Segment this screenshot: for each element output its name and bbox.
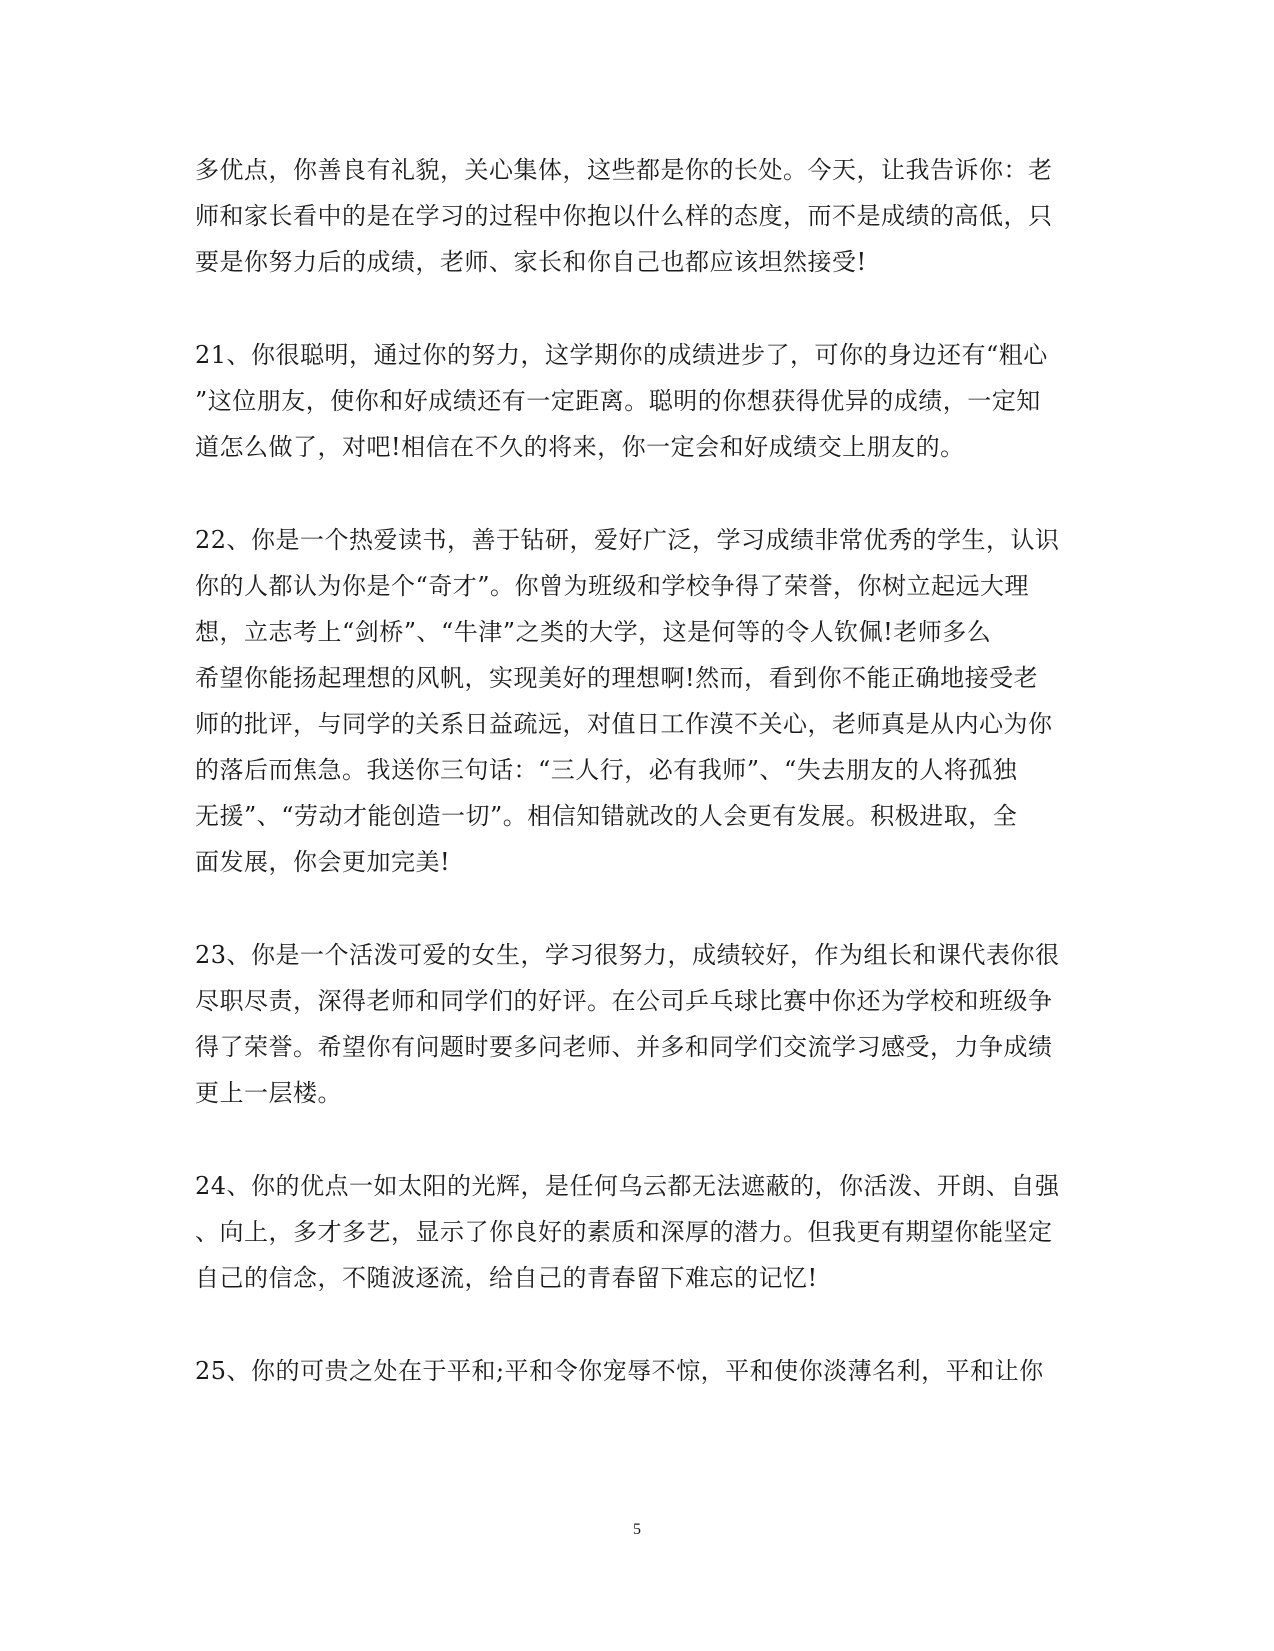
text-line: 的落后而焦急。我送你三句话：“三人行，必有我师”、“失去朋友的人将孤独 [195,756,1018,784]
text-line: 21、你很聪明，通过你的努力，这学期你的成绩进步了，可你的身边还有“粗心 [195,341,1048,369]
text-line: 25、你的可贵之处在于平和;平和令你宠辱不惊，平和使你淡薄名利，平和让你 [195,1357,1044,1385]
text-line: 无援”、“劳动才能创造一切”。相信知错就改的人会更有发展。积极进取，全 [195,802,1018,830]
text-line: ”这位朋友，使你和好成绩还有一定距离。聪明的你想获得优异的成绩，一定知 [195,387,1041,415]
page-number: 5 [633,1521,641,1538]
text-line: 希望你能扬起理想的风帆，实现美好的理想啊!然而，看到你不能正确地接受老 [195,664,1039,692]
text-line: 自己的信念，不随波逐流，给自己的青春留下难忘的记忆! [195,1264,818,1292]
text-line: 道怎么做了，对吧!相信在不久的将来，你一定会和好成绩交上朋友的。 [195,433,965,461]
text-line: 22、你是一个热爱读书，善于钻研，爱好广泛，学习成绩非常优秀的学生，认识 [195,526,1060,554]
text-line: 23、你是一个活泼可爱的女生，学习很努力，成绩较好，作为组长和课代表你很 [195,941,1060,969]
text-line: 师的批评，与同学的关系日益疏远，对值日工作漠不关心，老师真是从内心为你 [195,710,1053,738]
text-line: 多优点，你善良有礼貌，关心集体，这些都是你的长处。今天，让我告诉你：老 [195,156,1053,184]
text-line: 更上一层楼。 [195,1079,342,1107]
text-line: 尽职尽责，深得老师和同学们的好评。在公司乒乓球比赛中你还为学校和班级争 [195,987,1053,1015]
text-line: 面发展，你会更加完美! [195,848,451,876]
text-line: 得了荣誉。希望你有问题时要多问老师、并多和同学们交流学习感受，力争成绩 [195,1033,1053,1061]
text-line: 想，立志考上“剑桥”、“牛津”之类的大学，这是何等的令人钦佩!老师多么 [195,618,992,646]
text-line: 要是你努力后的成绩，老师、家长和你自己也都应该坦然接受! [195,248,867,276]
text-line: 师和家长看中的是在学习的过程中你抱以什么样的态度，而不是成绩的高低，只 [195,202,1053,230]
text-line: 24、你的优点一如太阳的光辉，是任何乌云都无法遮蔽的，你活泼、开朗、自强 [195,1172,1060,1200]
text-line: 、向上，多才多艺，显示了你良好的素质和深厚的潜力。但我更有期望你能坚定 [195,1218,1053,1246]
text-line: 你的人都认为你是个“奇才”。你曾为班级和学校争得了荣誉，你树立起远大理 [195,572,1030,600]
